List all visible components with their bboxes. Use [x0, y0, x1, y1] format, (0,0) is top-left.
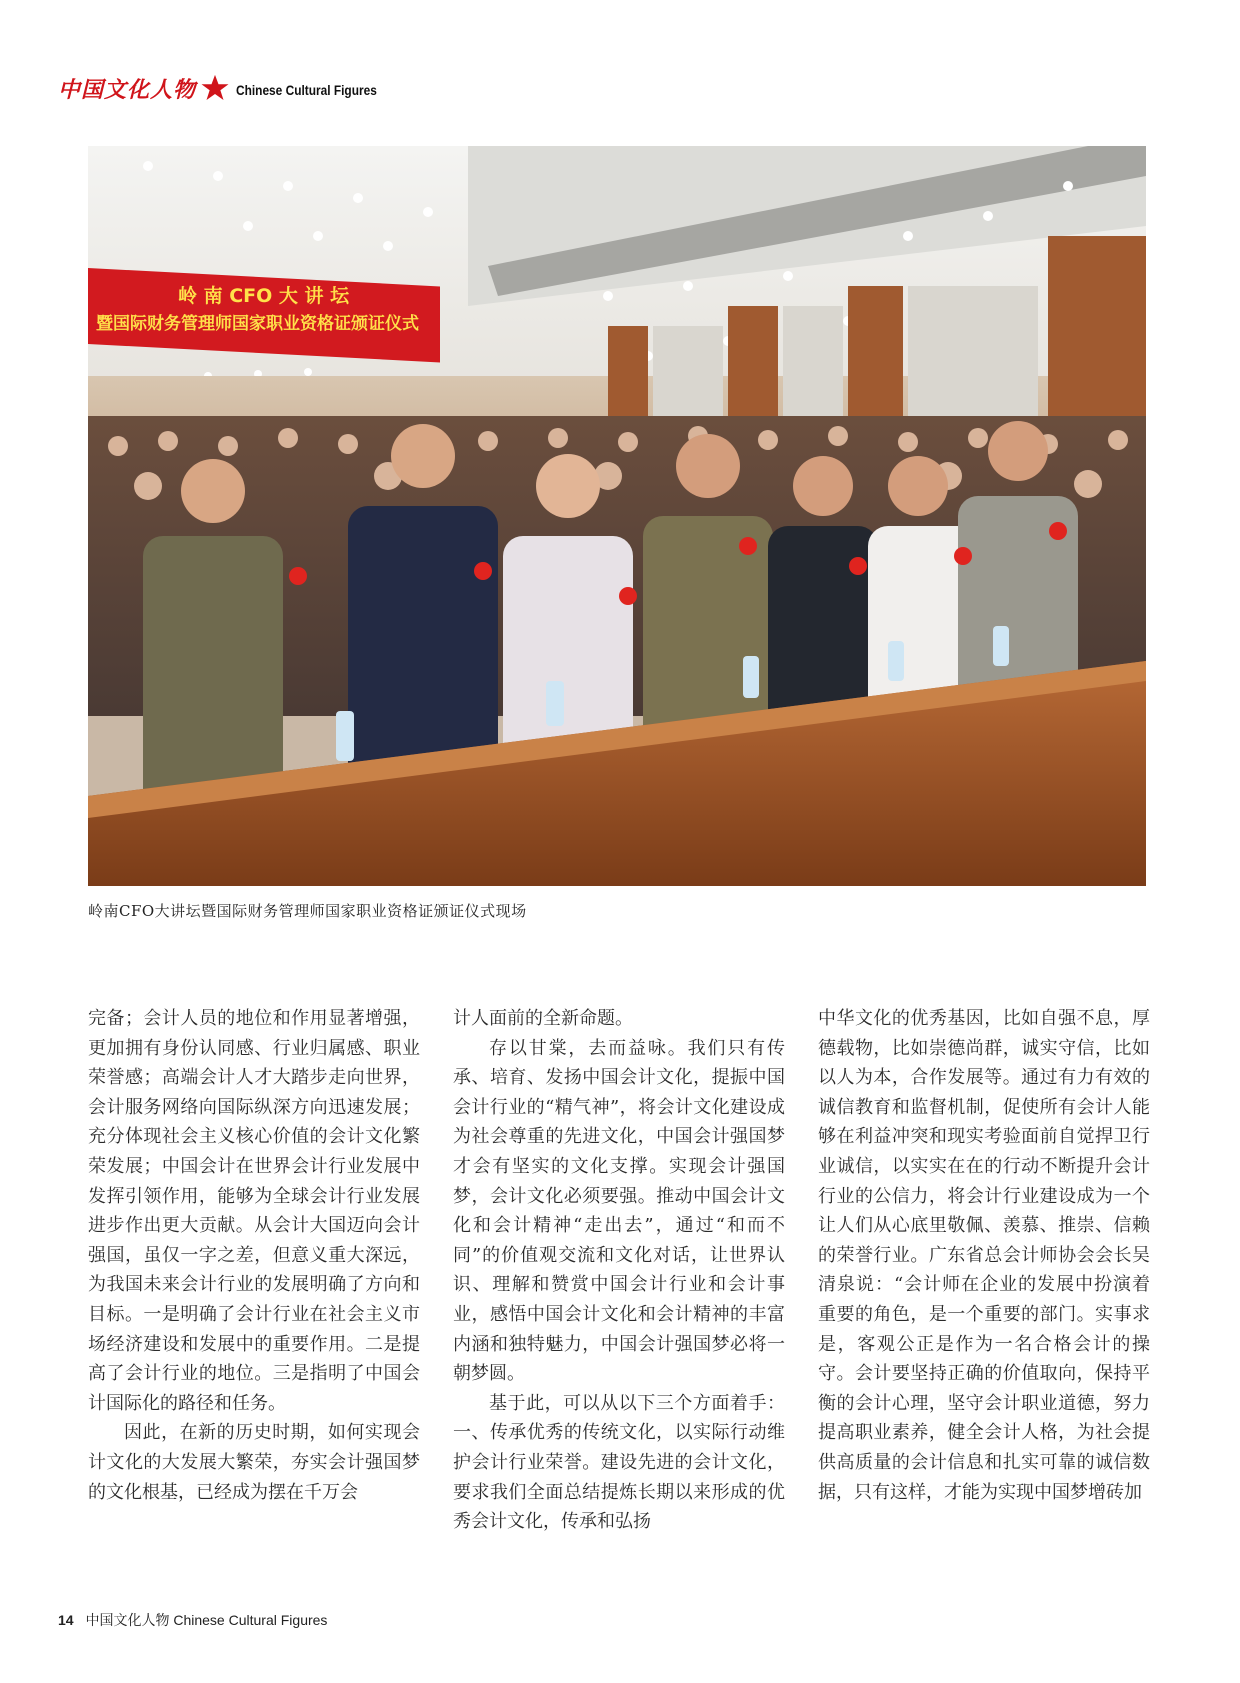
paragraph: 存以甘棠，去而益咏。我们只有传承、培育、发扬中国会计文化，提振中国会计行业的“精气神”，将会计文化建设成为社会尊重的先进文化，中国会计强国梦才会有坚实的文化支撑。实现会计强国梦，会计文化必须要强。推动中国会计文化和会计精神“走出去”，通过“和而不同”的价值观交流和文化对话，让世界认识、理解和赞赏中国会计行业和会计事业，感悟中国会计文化和会计精神的丰富内涵和独特魅力，中国会计强国梦必将一朝梦圆。	[453, 1037, 785, 1385]
article-column-2	[453, 1004, 785, 1537]
paragraph: 完备；会计人员的地位和作用显著增强，更加拥有身份认同感、行业归属感、职业荣誉感；高端会计人才大踏步走向世界，会计服务网络向国际纵深方向迅速发展；充分体现社会主义核心价值的会计文化繁荣发展；中国会计在世界会计行业发展中发挥引领作用，能够为全球会计行业发展进步作出更大贡献。从会计大国迈向会计强国，虽仅一字之差，但意义重大深远，为我国未来会计行业的发展明确了方向和目标。一是明确了会计行业在社会主义市场经济建设和发展中的重要作用。二是提高了会计行业的地位。三是指明了中国会计国际化的路径和任务。	[88, 1008, 420, 1414]
page-footer	[58, 1610, 327, 1630]
banner-line-2: 暨国际财务管理师国家职业资格证颁证仪式	[96, 314, 419, 334]
paragraph: 基于此，可以从以下三个方面着手：一、传承优秀的传统文化，以实际行动维护会计行业荣誉。建设先进的会计文化，要求我们全面总结提炼长期以来形成的优秀会计文化，传承和弘扬	[453, 1392, 785, 1533]
paragraph: 中华文化的优秀基因，比如自强不息，厚德载物，比如崇德尚群，诚实守信，比如以人为本，合作发展等。通过有力有效的诚信教育和监督机制，促使所有会计人能够在利益冲突和现实考验面前自觉捍卫行业诚信，以实实在在的行动不断提升会计行业的公信力，将会计行业建设成为一个让人们从心底里敬佩、羡慕、推崇、信赖的荣誉行业。广东省总会计师协会会长吴清泉说：“会计师在企业的发展中扮演着重要的角色，是一个重要的部门。实事求是，客观公正是作为一名合格会计的操守。会计要坚持正确的价值取向，保持平衡的会计心理，坚守会计职业道德，努力提高职业素养，健全会计人格，为社会提供高质量的会计信息和扎实可靠的诚信数据，只有这样，才能为实现中国梦增砖加	[818, 1008, 1150, 1503]
masthead	[58, 70, 402, 106]
magazine-title-cn: 中国文化人物	[58, 76, 197, 103]
article-column-3	[818, 1004, 1150, 1507]
article-column-1	[88, 1004, 420, 1507]
page-number: 14	[58, 1612, 74, 1628]
paragraph: 计人面前的全新命题。	[453, 1008, 633, 1029]
banner-line-1: 岭 南 CFO 大 讲 坛	[178, 285, 350, 307]
footer-label: 中国文化人物 Chinese Cultural Figures	[85, 1612, 328, 1628]
photo-caption: 岭南CFO大讲坛暨国际财务管理师国家职业资格证颁证仪式现场	[88, 902, 527, 920]
magazine-title-en: Chinese Cultural Figures	[236, 82, 377, 98]
star-icon	[200, 73, 230, 103]
ceremony-photo	[88, 146, 1146, 886]
paragraph: 因此，在新的历史时期，如何实现会计文化的大发展大繁荣，夯实会计强国梦的文化根基，已经成为摆在千万会	[88, 1422, 420, 1503]
